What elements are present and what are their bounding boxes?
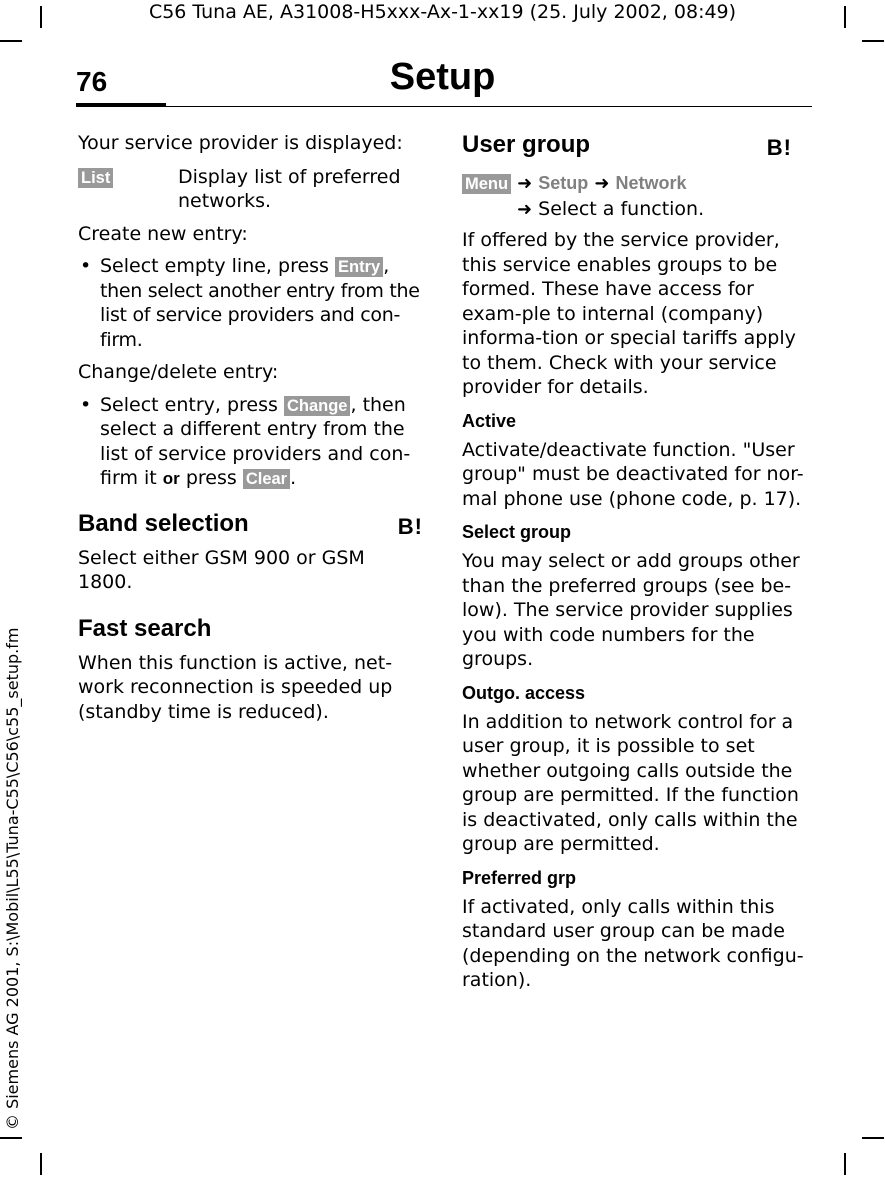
arrow-icon: ➜ <box>517 173 533 194</box>
network-dependent-icon: B! <box>766 135 792 160</box>
menu-softkey[interactable]: Menu <box>462 174 511 194</box>
crop-mark <box>40 1153 42 1175</box>
outgo-access-heading: Outgo. access <box>462 682 586 703</box>
list-item: • Select empty line, press Entry , then select another entry from the list of service providers and con-firm. <box>100 254 423 352</box>
active-text: Activate/deactivate function. "User group" must be deactivated for nor-mal phone use (phone code, p. 17). <box>462 438 804 510</box>
page-number: 76 <box>76 66 108 97</box>
crop-mark <box>844 1153 846 1175</box>
intro-text: Your service provider is displayed: <box>78 132 403 154</box>
network-dependent-icon: B! <box>397 513 423 539</box>
crop-mark <box>862 1137 884 1139</box>
preferred-grp-text: If activated, only calls within this standard user group can be made (depending on the network configu-ration). <box>462 895 804 991</box>
user-group-intro: If offered by the service provider, this service enables groups to be formed. These have access for exam-ple to internal (company) informa-tion or special tariffs apply to them. Check with your service provider for details. <box>462 229 796 398</box>
menu-path <box>462 171 812 222</box>
header-rule <box>76 106 812 107</box>
select-group-heading: Select group <box>462 522 572 542</box>
crop-mark <box>0 1137 22 1139</box>
document-meta-header: C56 Tuna AE, A31008-H5xxx-Ax-1-xx19 (25. July 2002, 08:49) <box>148 1 737 23</box>
fast-search-heading: Fast search <box>78 614 212 642</box>
change-softkey[interactable]: Change <box>284 396 351 416</box>
create-list <box>78 254 423 352</box>
user-group-heading: User group B! <box>462 131 792 160</box>
list-item: • Select entry, press Change , then select a different entry from the list of service providers and con-firm it or press Clear . <box>100 393 423 492</box>
page-title: Setup <box>389 56 496 98</box>
entry-softkey[interactable]: Entry <box>335 257 383 277</box>
band-selection-text: Select either GSM 900 or GSM 1800. <box>78 546 365 593</box>
change-list <box>78 393 423 492</box>
list-key-row <box>78 165 423 214</box>
change-label: Change/delete entry: <box>78 361 279 383</box>
arrow-icon: ➜ <box>594 173 610 194</box>
fast-search-text: When this function is active, net-work reconnection is speeded up (standby time is reduced). <box>78 651 393 723</box>
preferred-grp-heading: Preferred grp <box>462 867 577 888</box>
active-heading: Active <box>462 410 517 431</box>
right-column <box>462 131 812 993</box>
clear-softkey[interactable]: Clear <box>243 469 290 489</box>
crop-mark <box>0 40 22 42</box>
create-label: Create new entry: <box>78 222 248 245</box>
crop-mark <box>862 40 884 42</box>
nav-select-function: Select a function. <box>538 197 705 220</box>
list-desc: Display list of preferred networks. <box>178 165 401 212</box>
header-rule-accent <box>76 103 166 107</box>
nav-setup: Setup <box>538 173 589 193</box>
list-softkey[interactable]: List <box>78 168 113 188</box>
band-selection-heading: Band selection B! <box>78 509 423 539</box>
select-group-text: You may select or add groups other than the preferred groups (see be-low). The service provider supplies you with code numbers for the groups. <box>462 550 800 670</box>
arrow-icon: ➜ <box>517 198 533 220</box>
or-text: or <box>162 469 180 488</box>
copyright-side-text: © Siemens AG 2001, S:\Mobil\L55\Tuna-C55\C56\c55_setup.fm <box>3 627 22 1130</box>
outgo-access-text: In addition to network control for a user group, it is possible to set whether outgoing calls outside the group are permitted. If the function is deactivated, only calls within the group are permitted. <box>462 710 799 855</box>
left-column <box>78 131 423 724</box>
nav-network: Network <box>615 173 687 193</box>
